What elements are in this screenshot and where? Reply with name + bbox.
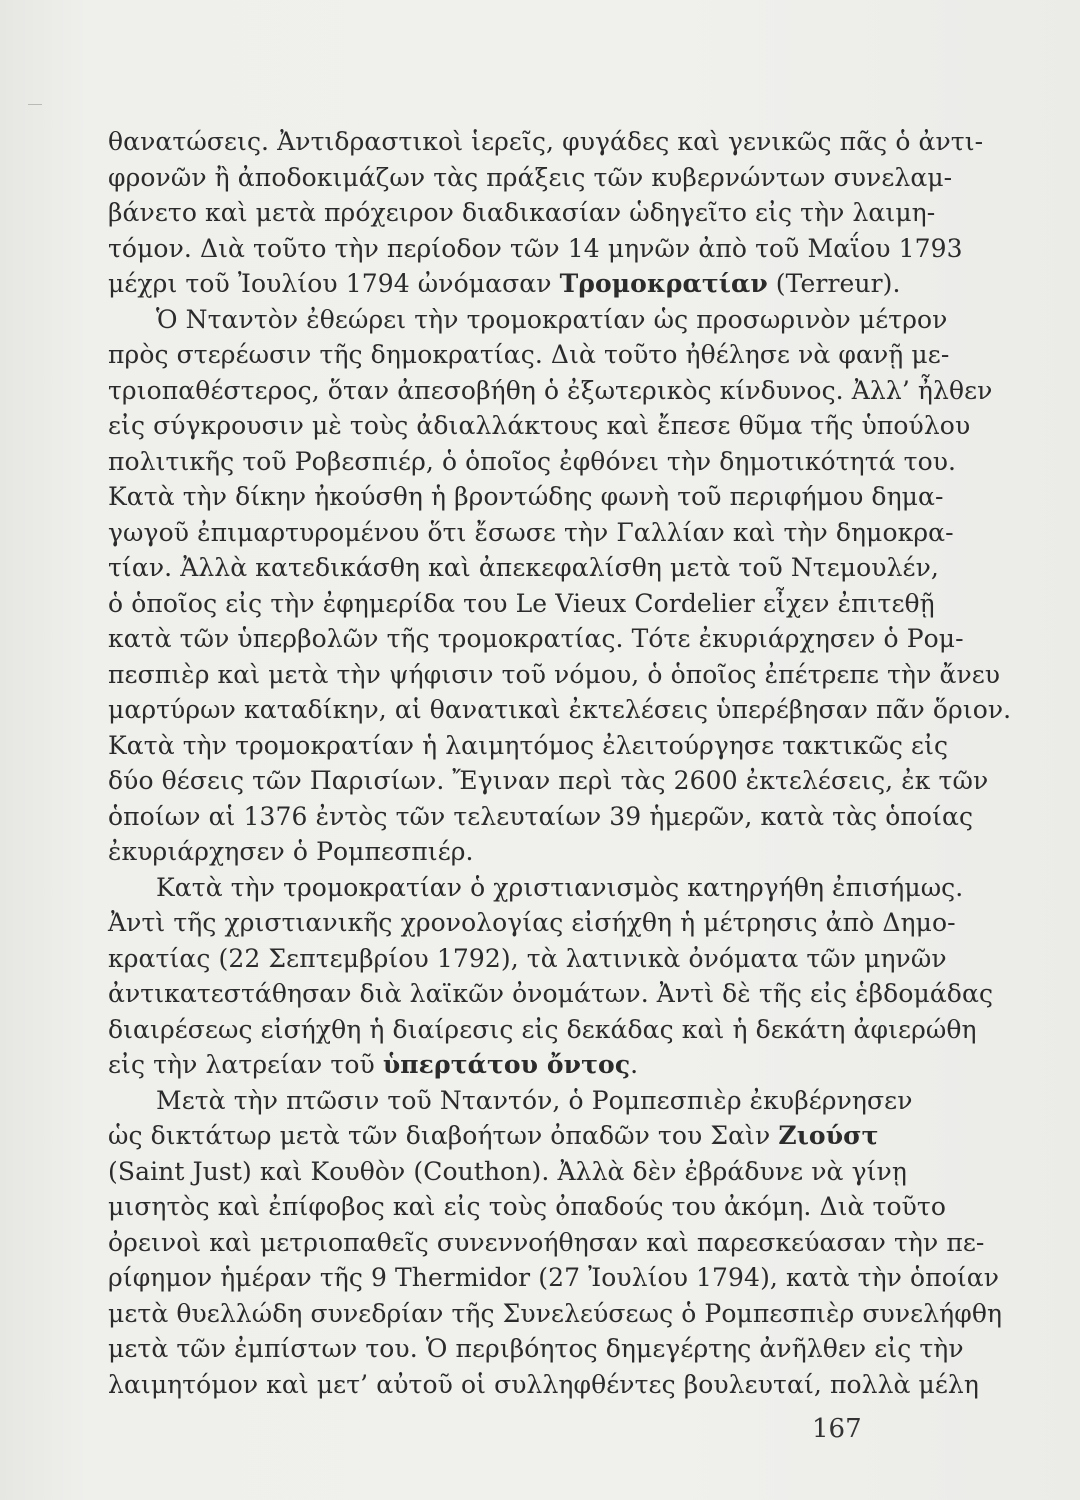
- text-line: ἀντικατεστάθησαν διὰ λαϊκῶν ὀνομάτων. Ἀντὶ δὲ τῆς εἰς ἑβδομάδας: [108, 979, 994, 1008]
- text-line: λαιμητόμον καὶ μετ’ αὐτοῦ οἱ συλληφθέντες βουλευταί, πολλὰ μέλη: [108, 1369, 979, 1399]
- paragraph-4: [108, 1083, 1003, 1403]
- paragraph-1: [108, 124, 984, 302]
- bold-term-terreur: Τρομοκρατίαν: [559, 269, 768, 298]
- text-segment: μέχρι τοῦ Ἰουλίου 1794 ὠνόμασαν: [108, 269, 560, 298]
- text-line: Κατὰ τὴν τρομοκρατίαν ὁ χριστιανισμὸς κατηργήθη ἐπισήμως.: [156, 872, 964, 902]
- text-line: γωγοῦ ἐπιμαρτυρομένου ὅτι ἔσωσε τὴν Γαλλίαν καὶ τὴν δημοκρα-: [108, 517, 954, 547]
- text-segment: εἰς τὴν λατρείαν τοῦ: [108, 1050, 383, 1079]
- text-line: πρὸς στερέωσιν τῆς δημοκρατίας. Διὰ τοῦτο ἠθέλησε νὰ φανῇ με-: [108, 340, 950, 369]
- text-line: μισητὸς καὶ ἐπίφοβος καὶ εἰς τοὺς ὀπαδούς του ἀκόμη. Διὰ τοῦτο: [108, 1192, 946, 1221]
- text-line: ρίφημον ἡμέραν τῆς 9 Thermidor (27 Ἰουλίου 1794), κατὰ τὴν ὁποίαν: [108, 1263, 1000, 1292]
- paragraph-3: [108, 870, 994, 1083]
- text-line: φρονῶν ἢ ἀποδοκιμάζων τὰς πράξεις τῶν κυβερνώντων συνελαμ-: [108, 162, 953, 192]
- text-line: τριοπαθέστερος, ὅταν ἀπεσοβήθη ὁ ἐξωτερικὸς κίνδυνος. Ἀλλ’ ἦλθεν: [108, 375, 993, 405]
- text-line: (Saint Just) καὶ Κουθὸν (Couthon). Ἀλλὰ δὲν ἐβράδυνε νὰ γίνῃ: [108, 1156, 907, 1186]
- text-line: διαιρέσεως εἰσήχθη ἡ διαίρεσις εἰς δεκάδας καὶ ἡ δεκάτη ἀφιερώθη: [108, 1014, 977, 1044]
- text-line: Μετὰ τὴν πτῶσιν τοῦ Νταντόν, ὁ Ρομπεσπιὲρ ἐκυβέρνησεν: [156, 1085, 913, 1115]
- text-line: μετὰ θυελλώδη συνεδρίαν τῆς Συνελεύσεως ὁ Ρομπεσπιὲρ συνελήφθη: [108, 1298, 1003, 1328]
- text-line: τίαν. Ἀλλὰ κατεδικάσθη καὶ ἀπεκεφαλίσθη μετὰ τοῦ Ντεμουλέν,: [108, 553, 939, 582]
- text-line: δύο θέσεις τῶν Παρισίων. Ἔγιναν περὶ τὰς 2600 ἐκτελέσεις, ἐκ τῶν: [108, 766, 989, 795]
- text-line: κατὰ τῶν ὑπερβολῶν τῆς τρομοκρατίας. Τότε ἐκυριάρχησεν ὁ Ρομ-: [108, 624, 964, 653]
- text-line: θανατώσεις. Ἀντιδραστικοὶ ἱερεῖς, φυγάδες καὶ γενικῶς πᾶς ὁ ἀντι-: [108, 127, 984, 156]
- text-line: Ὁ Νταντὸν ἐθεώρει τὴν τρομοκρατίαν ὡς προσωρινὸν μέτρον: [156, 304, 948, 334]
- text-line: [108, 1047, 868, 1083]
- text-line: Ἀντὶ τῆς χριστιανικῆς χρονολογίας εἰσήχθη ἡ μέτρησις ἀπὸ Δημο-: [108, 908, 956, 937]
- text-line: τόμον. Διὰ τοῦτο τὴν περίοδον τῶν 14 μηνῶν ἀπὸ τοῦ Μαΐου 1793: [108, 233, 963, 263]
- text-segment: (Terreur).: [767, 269, 901, 298]
- text-line: ἐκυριάρχησεν ὁ Ρομπεσπιέρ.: [108, 837, 474, 866]
- text-line: [108, 266, 901, 302]
- text-line: πολιτικῆς τοῦ Ροβεσπιέρ, ὁ ὁποῖος ἐφθόνει τὴν δημοτικότητά του.: [108, 446, 957, 476]
- bold-term-supreme-being: ὑπερτάτου ὄντος: [382, 1050, 631, 1079]
- paragraph-2: [108, 302, 1012, 870]
- text-segment: .: [630, 1050, 639, 1079]
- text-line: πεσπιὲρ καὶ μετὰ τὴν ψήφισιν τοῦ νόμου, ὁ ὁποῖος ἐπέτρεπε τὴν ἄνευ: [108, 659, 1001, 689]
- text-line: Κατὰ τὴν τρομοκρατίαν ἡ λαιμητόμος ἐλειτούργησε τακτικῶς εἰς: [108, 730, 949, 760]
- text-line: ὁ ὁποῖος εἰς τὴν ἐφημερίδα του Le Vieux Cordelier εἶχεν ἐπιτεθῇ: [108, 588, 935, 618]
- page-edge-mark: [28, 104, 42, 105]
- body-text: [108, 124, 1012, 1402]
- text-line: μαρτύρων καταδίκην, αἱ θανατικαὶ ἐκτελέσεις ὑπερέβησαν πᾶν ὅριον.: [108, 695, 1012, 724]
- text-line: ὁποίων αἱ 1376 ἐντὸς τῶν τελευταίων 39 ἡμερῶν, κατὰ τὰς ὁποίας: [108, 801, 974, 831]
- text-line: εἰς σύγκρουσιν μὲ τοὺς ἀδιαλλάκτους καὶ ἔπεσε θῦμα τῆς ὑπούλου: [108, 411, 971, 440]
- text-line: κρατίας (22 Σεπτεμβρίου 1792), τὰ λατινικὰ ὀνόματα τῶν μηνῶν: [108, 943, 947, 973]
- text-segment: ὡς δικτάτωρ μετὰ τῶν διαβοήτων ὀπαδῶν του Σαὶν: [108, 1121, 779, 1150]
- page-number: 167: [812, 1414, 862, 1444]
- text-line: ὀρεινοὶ καὶ μετριοπαθεῖς συνεννοήθησαν καὶ παρεσκεύασαν τὴν πε-: [108, 1227, 985, 1257]
- text-line: μετὰ τῶν ἐμπίστων του. Ὁ περιβόητος δημεγέρτης ἀνῆλθεν εἰς τὴν: [108, 1334, 964, 1363]
- text-line: βάνετο καὶ μετὰ πρόχειρον διαδικασίαν ὡδηγεῖτο εἰς τὴν λαιμη-: [108, 198, 936, 227]
- bold-term-saint-just: Ζιούστ: [778, 1121, 879, 1150]
- text-line: [108, 1118, 879, 1154]
- text-line: Κατὰ τὴν δίκην ἠκούσθη ἡ βροντώδης φωνὴ τοῦ περιφήμου δημα-: [108, 482, 944, 511]
